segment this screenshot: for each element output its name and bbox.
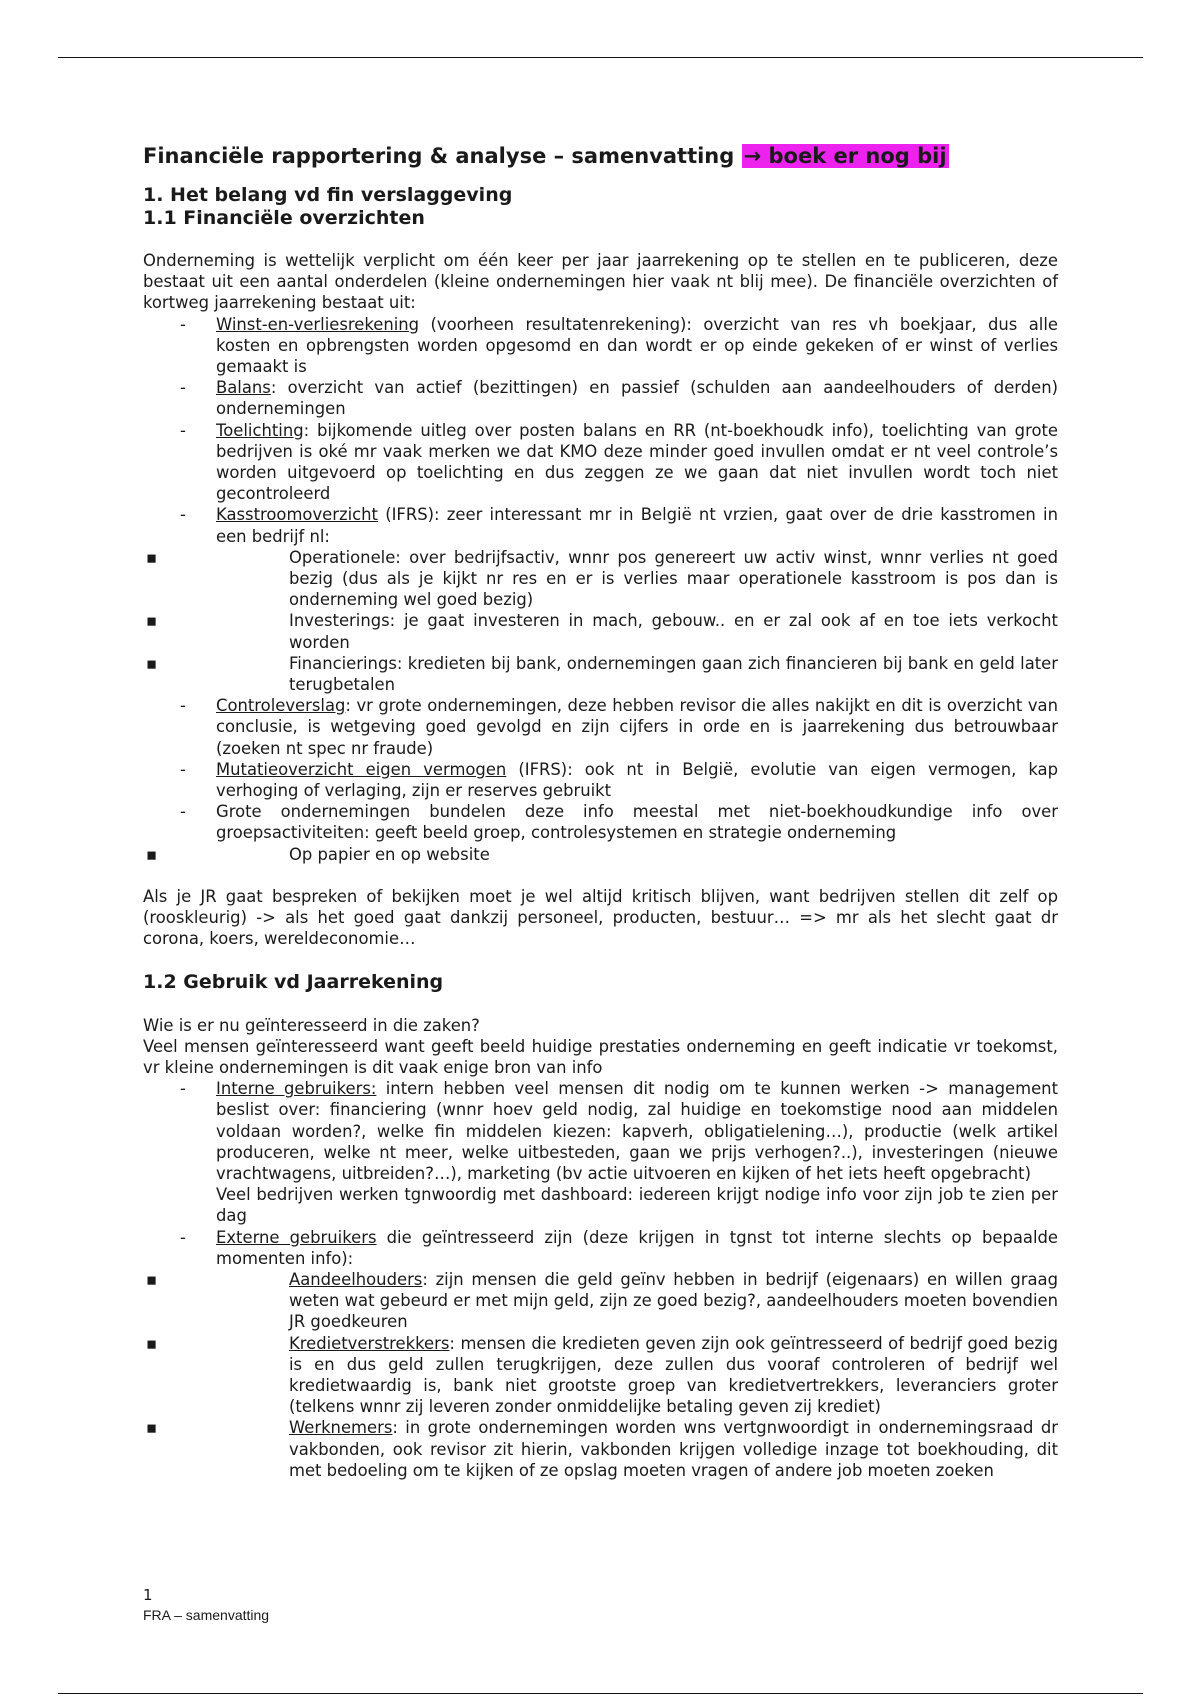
list-item: - Kasstroomoverzicht (IFRS): zeer interessant mr in België nt vrzien, gaat over de drie kasstromen in een bedrijf nl: ▪ Operationele: over bedrijfsactiv, wnnr pos genereert uw activ winst, wnnr verlies nt goed bezig (dus als je kijkt nr res en er is verlies maar operationele kasstroom is pos dan is onderneming wel goed bezig) ▪ Investerings: je gaat investeren in mach, gebouw.. en er zal ook af en toe iets verkocht worden ▪ Financierings: kredieten bij bank, ondernemingen gaan zich financieren bij bank en geld later terugbetalen	[143, 504, 1058, 695]
list-item: - Interne gebruikers: intern hebben veel mensen dit nodig om te kunnen werken -> management beslist over: financiering (wnnr hoev geld nodig, zal huidige en toekomstige nood aan middelen voldaan worden?, welke fin middelen kiezen: kapverh, obligatielening…), productie (welk artikel produceren, welke nt meer, welke uitbesteden, gaan we prijs verhogen?..), investeringen (nieuwe vrachtwagens, uitbreiden?…), marketing (bv actie uitvoeren en kijken of het iets heeft opgebracht) Veel bedrijven werken tgnwoordig met dashboard: iedereen krijgt nodige info voor zijn job te zien per dag	[143, 1078, 1058, 1226]
kasstromen-sublist	[216, 547, 1058, 695]
title-text: Financiële rapportering & analyse – samenvatting	[143, 144, 735, 168]
footer-doc-label: FRA – samenvatting	[143, 1607, 270, 1623]
statements-list	[143, 314, 1058, 865]
list-item: - Grote ondernemingen bundelen deze info meestal met niet-boekhoudkundige info over groepsactiviteiten: geeft beeld groep, controlesystemen en strategie onderneming ▪ Op papier en op website	[143, 801, 1058, 865]
subsection-heading-1-1: 1.1 Financiële overzichten	[143, 207, 425, 229]
intro-paragraph: Onderneming is wettelijk verplicht om één keer per jaar jaarrekening op te stellen en te publiceren, deze bestaat uit een aantal onderdelen (kleine ondernemingen hier vaak nt blij mee). De financiële overzichten of kortweg jaarrekening bestaat uit:	[143, 251, 1058, 313]
closing-paragraph: Als je JR gaat bespreken of bekijken moet je wel altijd kritisch blijven, want bedrijven stellen dit zelf op (rooskleurig) -> als het goed gaat dankzij personeel, producten, bestuur… => mr als het slecht gaat dr corona, koers, wereldeconomie…	[143, 886, 1058, 949]
users-list	[143, 1078, 1058, 1481]
subsection-heading-1-2: 1.2 Gebruik vd Jaarrekening	[143, 970, 444, 993]
page-number: 1	[143, 1586, 153, 1604]
sub-list-item: ▪ Operationele: over bedrijfsactiv, wnnr pos genereert uw activ winst, wnnr verlies nt goed bezig (dus als je kijkt nr res en er is verlies maar operationele kasstroom is pos dan is onderneming wel goed bezig)	[216, 547, 1058, 611]
groep-sublist	[216, 844, 1058, 865]
sub-list-item: ▪ Kredietverstrekkers: mensen die kredieten geven zijn ook geïntresseerd of bedrijf goed bezig is en dus geld zullen terugkrijgen, deze zullen dus vooraf controleren of bedrijf wel kredietwaardig is, bank niet grootste groep van kredietvertrekkers, leveranciers groter (telkens wnnr zij leveren zonder onmiddelijke betaling geven zij krediet)	[216, 1333, 1058, 1418]
list-item: - Balans: overzicht van actief (bezittingen) en passief (schulden aan aandeelhouders of derden) ondernemingen	[143, 377, 1058, 419]
list-item: - Externe gebruikers die geïntresseerd zijn (deze krijgen in tgnst tot interne slechts op bepaalde momenten info): ▪ Aandeelhouders: zijn mensen die geld geïnv hebben in bedrijf (eigenaars) en willen graag weten wat gebeurd er met mijn geld, zijn ze goed bezig?, aandeelhouders moeten bovendien JR goedkeuren ▪ Kredietverstrekkers: mensen die kredieten geven zijn ook geïntresseerd of bedrijf goed bezig is en dus geld zullen terugkrijgen, deze zullen dus vooraf controleren of bedrijf wel kredietwaardig is, bank niet grootste groep van kredietvertrekkers, leveranciers groter (telkens wnnr zij leveren zonder onmiddelijke betaling geven zij krediet) ▪ Werknemers: in grote ondernemingen worden wns vertgnwoordigt in ondernemingsraad dr vakbonden, ook revisor zit hierin, vakbonden krijgen volledige inzage tot boekhouding, dit met bedoeling om te kijken of ze opslag moeten vragen of andere job moeten zoeken	[143, 1227, 1058, 1481]
footer-rule	[58, 1693, 1143, 1694]
page-footer	[143, 1585, 269, 1625]
document-page	[143, 140, 1058, 1481]
sub-list-item: ▪ Financierings: kredieten bij bank, ondernemingen gaan zich financieren bij bank en geld later terugbetalen	[216, 653, 1058, 695]
header-rule	[58, 57, 1143, 58]
sub-list-item: ▪ Werknemers: in grote ondernemingen worden wns vertgnwoordigt in ondernemingsraad dr vakbonden, ook revisor zit hierin, vakbonden krijgen volledige inzage tot boekhouding, dit met bedoeling om te kijken of ze opslag moeten vragen of andere job moeten zoeken	[216, 1417, 1058, 1481]
list-item: - Winst-en-verliesrekening (voorheen resultatenrekening): overzicht van res vh boekjaar, dus alle kosten en opbrengsten worden opgesomd en dan wordt er op einde gekeken of er winst of verlies gemaakt is	[143, 314, 1058, 378]
section-heading-1: 1. Het belang vd fin verslaggeving	[143, 184, 513, 206]
question-line: Wie is er nu geïnteresseerd in die zaken?	[143, 1015, 480, 1035]
list-item: - Mutatieoverzicht eigen vermogen (IFRS): ook nt in België, evolutie van eigen vermogen, kap verhoging of verlaging, zijn er reserves gebruikt	[143, 759, 1058, 801]
list-item: - Controleverslag: vr grote ondernemingen, deze hebben revisor die alles nakijkt en dit is overzicht van conclusie, is wetgeving goed gevolgd en zijn cijfers in orde en is jaarrekening dus betrouwbaar (zoeken nt spec nr fraude)	[143, 695, 1058, 759]
sub-list-item: ▪ Op papier en op website	[216, 844, 1058, 865]
document-title	[143, 140, 1058, 172]
sub-list-item: ▪ Investerings: je gaat investeren in mach, gebouw.. en er zal ook af en toe iets verkocht worden	[216, 610, 1058, 652]
usage-intro-paragraph: Veel mensen geïnteresseerd want geeft beeld huidige prestaties onderneming en geeft indicatie vr toekomst, vr kleine ondernemingen is dit vaak enige bron van info	[143, 1036, 1058, 1077]
extern-sublist	[216, 1269, 1058, 1481]
title-highlight-note: → boek er nog bij	[743, 144, 947, 168]
sub-list-item: ▪ Aandeelhouders: zijn mensen die geld geïnv hebben in bedrijf (eigenaars) en willen graag weten wat gebeurd er met mijn geld, zijn ze goed bezig?, aandeelhouders moeten bovendien JR goedkeuren	[216, 1269, 1058, 1333]
list-item: - Toelichting: bijkomende uitleg over posten balans en RR (nt-boekhoudk info), toelichting van grote bedrijven is oké mr vaak merken we dat KMO deze minder goed invullen omdat er nt veel controle’s worden uitgevoerd op toelichting en dus zeggen ze we gaan dat niet invullen wordt toch niet gecontroleerd	[143, 420, 1058, 505]
